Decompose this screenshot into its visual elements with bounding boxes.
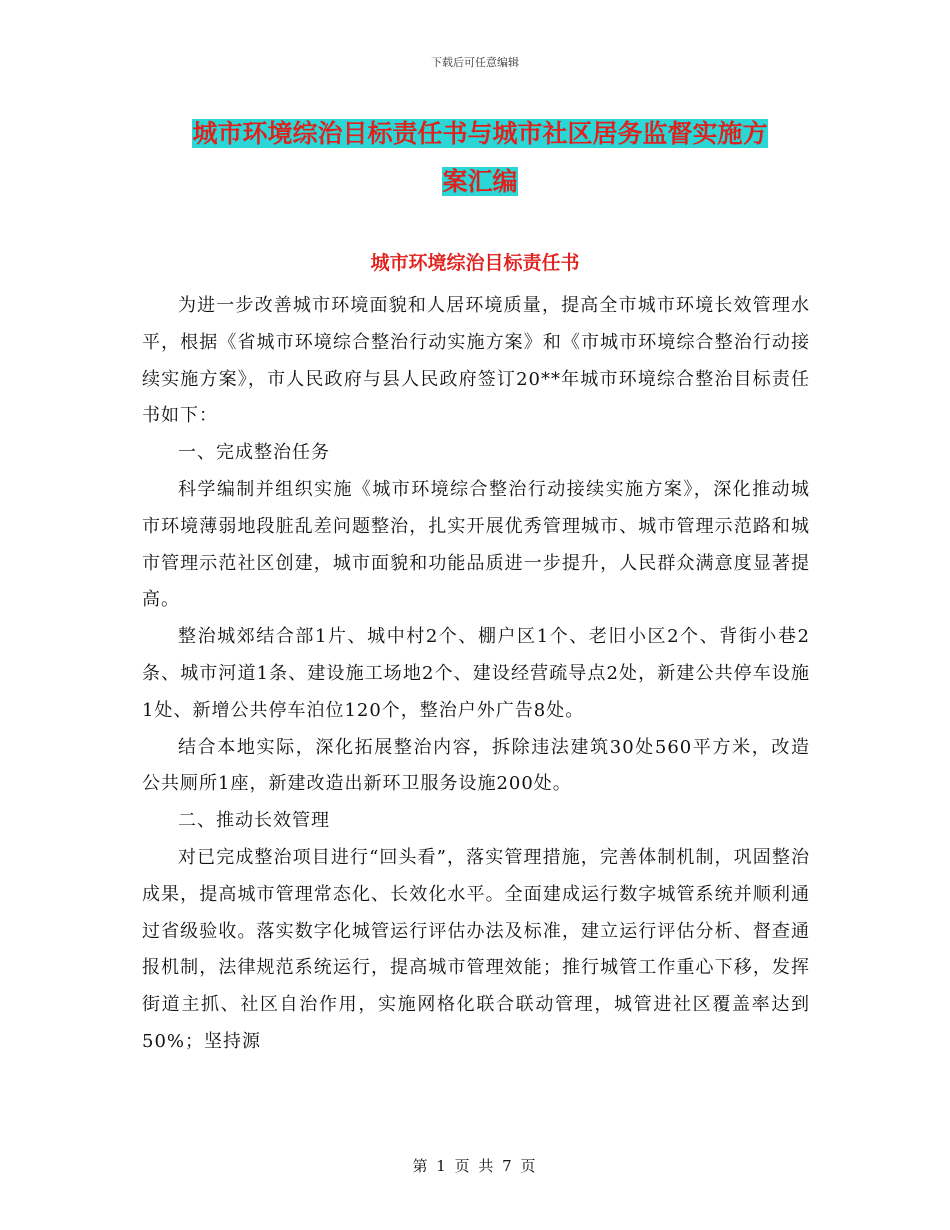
document-title	[140, 110, 820, 206]
paragraph-intro: 为进一步改善城市环境面貌和人居环境质量，提高全市城市环境长效管理水平，根据《省城市环境综合整治行动实施方案》和《市城市环境综合整治行动接续实施方案》，市人民政府与县人民政府签订20**年城市环境综合整治目标责任书如下：	[142, 295, 810, 427]
heading-task: 一、完成整治任务	[178, 442, 330, 464]
paragraph-local: 结合本地实际，深化拓展整治内容，拆除违法建筑30处560平方米，改造公共厕所1座，新建改造出新环卫服务设施200处。	[142, 736, 810, 795]
header-note: 下载后可任意编辑	[431, 56, 519, 69]
paragraph-task: 科学编制并组织实施《城市环境综合整治行动接续实施方案》，深化推动城市环境薄弱地段脏乱差问题整治，扎实开展优秀管理城市、城市管理示范路和城市管理示范社区创建，城市面貌和功能品质进一步提升，人民群众满意度显著提高。	[142, 478, 810, 611]
title-line-1: 城市环境综治目标责任书与城市社区居务监督实施方	[192, 119, 768, 148]
page-footer: 第 1 页 共 7 页	[412, 1157, 538, 1175]
paragraph-items: 整治城郊结合部1片、城中村2个、棚户区1个、老旧小区2个、背街小巷2条、城市河道1条、建设施工场地2个、建设经营疏导点2处，新建公共停车设施1处、新增公共停车泊位120个，整治户外广告8处。	[142, 626, 810, 721]
section-title: 城市环境综治目标责任书	[370, 252, 580, 274]
heading-management: 二、推动长效管理	[178, 810, 330, 832]
document-body	[142, 288, 810, 1061]
paragraph-management: 对已完成整治项目进行“回头看”，落实管理措施，完善体制机制，巩固整治成果，提高城市管理常态化、长效化水平。全面建成运行数字城管系统并顺利通过省级验收。落实数字化城管运行评估办法及标准，建立运行评估分析、督查通报机制，法律规范系统运行，提高城市管理效能；推行城管工作重心下移，发挥街道主抓、社区自治作用，实施网格化联合联动管理，城管进社区覆盖率达到50%；坚持源	[142, 846, 810, 1052]
title-line-2: 案汇编	[442, 167, 518, 196]
